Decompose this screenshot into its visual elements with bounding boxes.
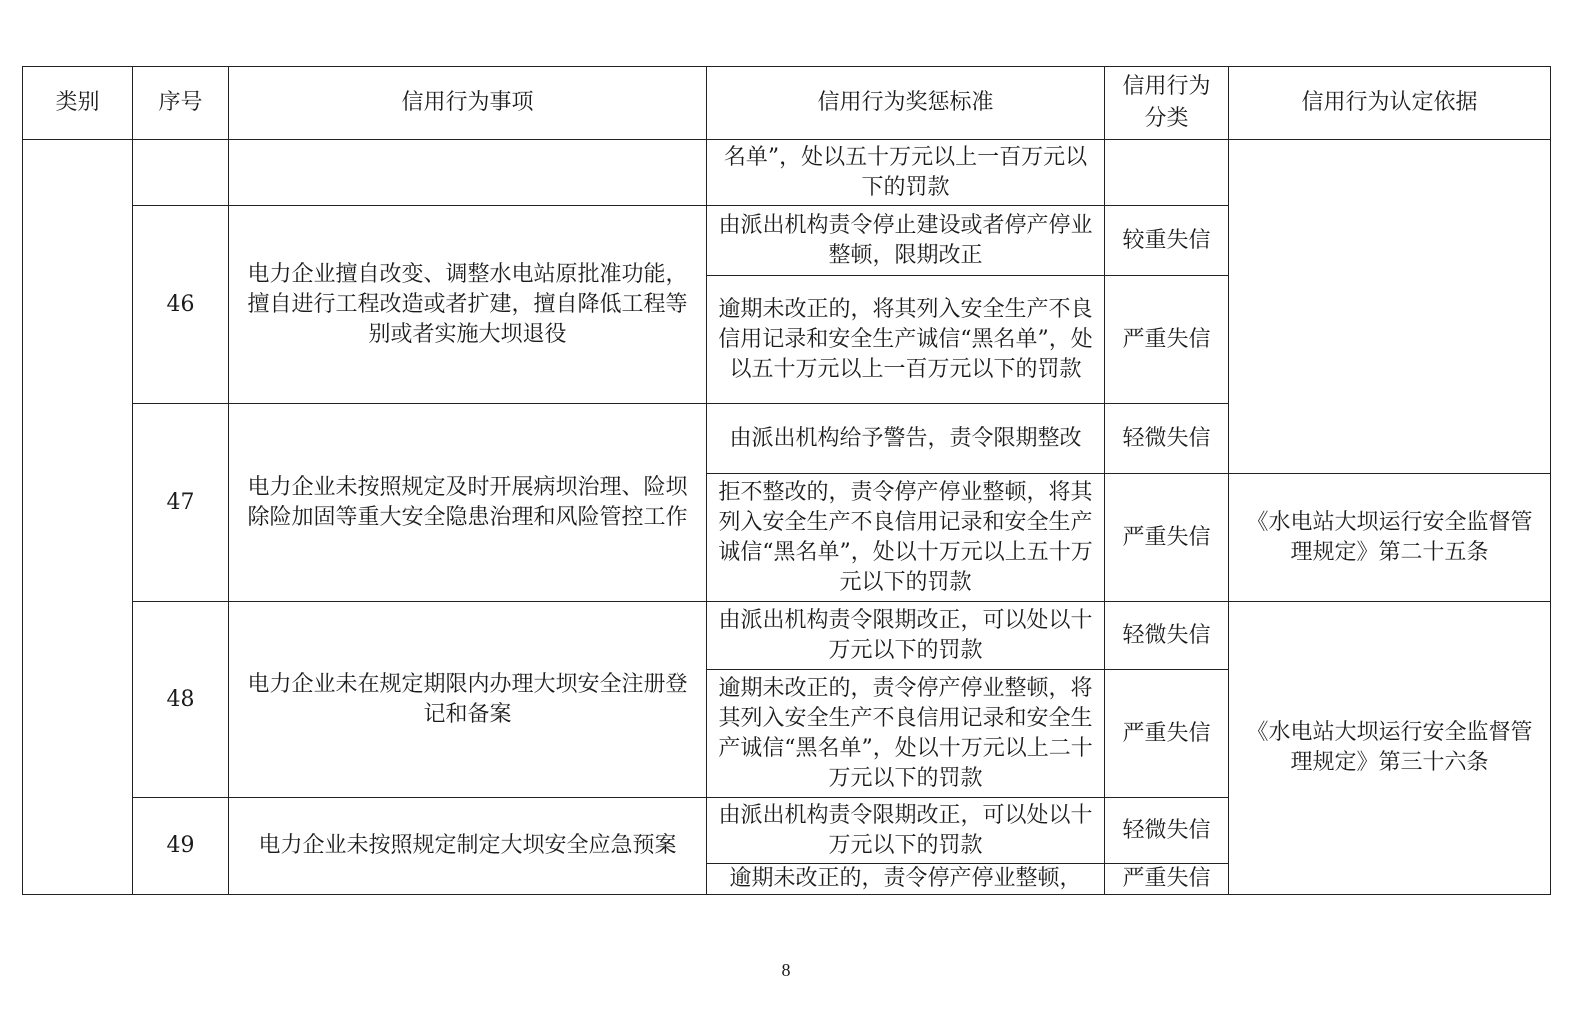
header-category: 类别 <box>23 67 133 140</box>
standard-cell: 由派出机构责令限期改正，可以处以十万元以下的罚款 <box>707 798 1105 864</box>
standard-cell: 名单”，处以五十万元以上一百万元以下的罚款 <box>707 140 1105 206</box>
classification-cell: 严重失信 <box>1105 276 1229 404</box>
item-cell: 电力企业未按照规定及时开展病坝治理、险坝除险加固等重大安全隐患治理和风险管控工作 <box>229 404 707 602</box>
header-no: 序号 <box>133 67 229 140</box>
table-row <box>23 602 1551 670</box>
header-item: 信用行为事项 <box>229 67 707 140</box>
classification-cell <box>1105 140 1229 206</box>
standard-cell: 逾期未改正的，将其列入安全生产不良信用记录和安全生产诚信“黑名单”，处以五十万元以上一百万元以下的罚款 <box>707 276 1105 404</box>
page-number: 8 <box>781 960 791 980</box>
no-cell: 46 <box>133 206 229 404</box>
no-cell: 48 <box>133 602 229 798</box>
header-classification: 信用行为分类 <box>1105 67 1229 140</box>
classification-cell: 较重失信 <box>1105 206 1229 276</box>
classification-cell: 严重失信 <box>1105 864 1229 895</box>
header-basis: 信用行为认定依据 <box>1229 67 1551 140</box>
no-cell: 49 <box>133 798 229 895</box>
classification-cell: 轻微失信 <box>1105 602 1229 670</box>
standard-cell: 逾期未改正的，责令停产停业整顿，将其列入安全生产不良信用记录和安全生产诚信“黑名单”，处以十万元以上二十万元以下的罚款 <box>707 670 1105 798</box>
item-cell <box>229 140 707 206</box>
header-standard: 信用行为奖惩标准 <box>707 67 1105 140</box>
standard-cell: 逾期未改正的，责令停产停业整顿， <box>707 864 1105 895</box>
item-cell: 电力企业未在规定期限内办理大坝安全注册登记和备案 <box>229 602 707 798</box>
basis-cell: 《水电站大坝运行安全监督管理规定》第三十六条 <box>1229 602 1551 895</box>
classification-cell: 轻微失信 <box>1105 798 1229 864</box>
standard-cell: 由派出机构责令停止建设或者停产停业整顿，限期改正 <box>707 206 1105 276</box>
no-cell: 47 <box>133 404 229 602</box>
standard-cell: 拒不整改的，责令停产停业整顿，将其列入安全生产不良信用记录和安全生产诚信“黑名单”，处以十万元以上五十万元以下的罚款 <box>707 474 1105 602</box>
classification-cell: 轻微失信 <box>1105 404 1229 474</box>
category-cell <box>23 140 133 895</box>
header-row <box>23 67 1551 140</box>
classification-cell: 严重失信 <box>1105 670 1229 798</box>
basis-cell <box>1229 140 1551 474</box>
credit-behavior-table <box>22 66 1551 895</box>
item-cell: 电力企业擅自改变、调整水电站原批准功能，擅自进行工程改造或者扩建，擅自降低工程等别或者实施大坝退役 <box>229 206 707 404</box>
basis-cell: 《水电站大坝运行安全监督管理规定》第二十五条 <box>1229 474 1551 602</box>
no-cell <box>133 140 229 206</box>
item-cell: 电力企业未按照规定制定大坝安全应急预案 <box>229 798 707 895</box>
standard-cell: 由派出机构责令限期改正，可以处以十万元以下的罚款 <box>707 602 1105 670</box>
table-row <box>23 140 1551 206</box>
standard-cell: 由派出机构给予警告，责令限期整改 <box>707 404 1105 474</box>
classification-cell: 严重失信 <box>1105 474 1229 602</box>
